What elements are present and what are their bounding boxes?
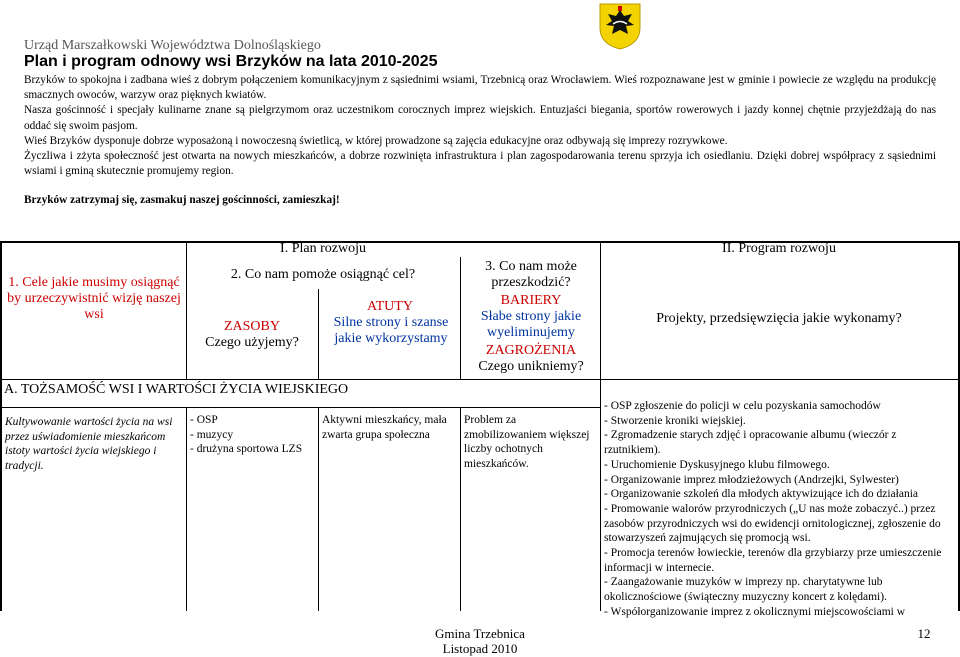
program-header: II. Program rozwoju [722,241,836,256]
resources-label: ZASOBY [223,319,280,334]
page-title: Plan i program odnowy wsi Brzyków na lata 2010-2025 [24,53,438,70]
list-item: - Zgromadzenie starych zdjęć i opracowanie albumu (wieczór z rzutnikiem). [604,429,897,457]
threats-question: Czego unikniemy? [478,359,584,374]
weaknesses-text: Problem za zmobilizowaniem większej liczby ochotnych mieszkańców. [464,414,590,471]
coat-of-arms-icon [598,2,642,50]
intro-text [24,73,936,209]
list-item: - Zaangażowanie muzyków w imprezy np. charytatywne lub okolicznościowe (świąteczny muzyczny koncert z kolędami). [604,576,887,604]
strengths-description: Silne strony i szanse jakie wykorzystamy [333,315,449,346]
list-item: - Promowanie walorów przyrodniczych („U nas może zobaczyć..) przez zasobów przyrodniczych wsi do ewidencji ornitologicznej, zgłoszenie do stowarzyszeń zajmujących się promocją wsi. [604,502,941,545]
page-number: 12 [917,626,931,641]
plan-header: I. Plan rozwoju [280,241,366,256]
intro-paragraph: Wieś Brzyków dysponuje dobrze wyposażoną i nowoczesną świetlicą, w której prowadzone są zajęcia edukacyjne oraz odbywają się imprezy rozrywkowe. [24,134,728,147]
projects-list [604,399,954,620]
list-item: - OSP zgłoszenie do policji w celu pozyskania samochodów [604,400,881,412]
village-motto: Brzyków zatrzymaj się, zasmakuj naszej gościnności, zamieszkaj! [24,194,340,207]
list-item: - Współorganizowanie imprez z okolicznymi miejscowościami w [604,605,906,618]
intro-paragraph: Nasza gościnność i specjały kulinarne znane są pielgrzymom oraz uczestnikom corocznych imprez wiejskich. Entuzjaści biegania, sportów rowerowych i jazdy konnej chętnie przyjeżdżają do nas oddać się swoim pasjom. [24,104,936,132]
list-item: - Promocja terenów łowieckie, terenów dla grzybiarzy prze umieszczenie informacji w internecie. [604,547,942,574]
threats-label: ZAGROŻENIA [485,343,577,358]
list-item: - OSP [190,414,218,426]
goals-column-header: 1. Cele jakie musimy osiągnąć by urzeczywistnić wizję naszej wsi [7,275,181,322]
list-item: - drużyna sportowa LZS [190,443,303,456]
projects-column-header: Projekty, przedsięwzięcia jakie wykonamy? [656,311,902,326]
development-plan-table [0,241,960,618]
resources-question: Czego użyjemy? [205,335,299,350]
resources-list [190,413,316,457]
list-item: - Uruchomienie Dyskusyjnego klubu filmowego. [604,458,830,471]
barriers-label: BARIERY [500,293,562,308]
section-a-title: A. TOŻSAMOŚĆ WSI I WARTOŚCI ŻYCIA WIEJSKIEGO [4,382,349,397]
list-item: - Organizowanie imprez młodzieżowych (Andrzejki, Sylwester) [604,473,899,486]
list-item: - muzycy [190,428,234,441]
obstacles-column-header: 3. Co nam może przeszkodzić? [485,259,577,290]
barriers-description: Słabe strony jakie wyeliminujemy [480,309,582,340]
list-item: - Stworzenie kroniki wiejskiej. [604,414,746,427]
strengths-label: ATUTY [367,299,413,314]
list-item: - Organizowanie szkoleń dla młodych aktywizujące ich do działania [604,488,919,501]
help-column-header: 2. Co nam pomoże osiągnąć cel? [230,267,416,282]
footer-municipality: Gmina Trzebnica [435,626,525,641]
footer-date: Listopad 2010 [442,641,518,656]
organization-name: Urząd Marszałkowski Województwa Dolnośląskiego [24,38,321,53]
intro-paragraph: Brzyków to spokojna i zadbana wieś z dobrym połączeniem komunikacyjnym z sąsiednimi wsiami, Trzebnicą oraz Wrocławiem. Wieś rozpoznawane jest w gminie i powiecie ze względu na produkcję smacznych owoców, warzyw oraz pięknych kwiatów. [24,74,936,102]
intro-paragraph: Życzliwa i zżyta społeczność jest otwarta na nowych mieszkańców, a dobrze rozwinięta infrastruktura i plan zagospodarowania terenu sprzyja ich osiedlaniu. Dzięki dobrej współpracy z sąsiednimi wsiami i gminą skutecznie promujemy region. [24,150,936,178]
strengths-text: Aktywni mieszkańcy, mała zwarta grupa społeczna [322,414,447,441]
goal-text: Kultywowanie wartości życia na wsi przez uświadomienie mieszkańcom istoty wartości życia wiejskiego i tradycji. [5,416,173,473]
